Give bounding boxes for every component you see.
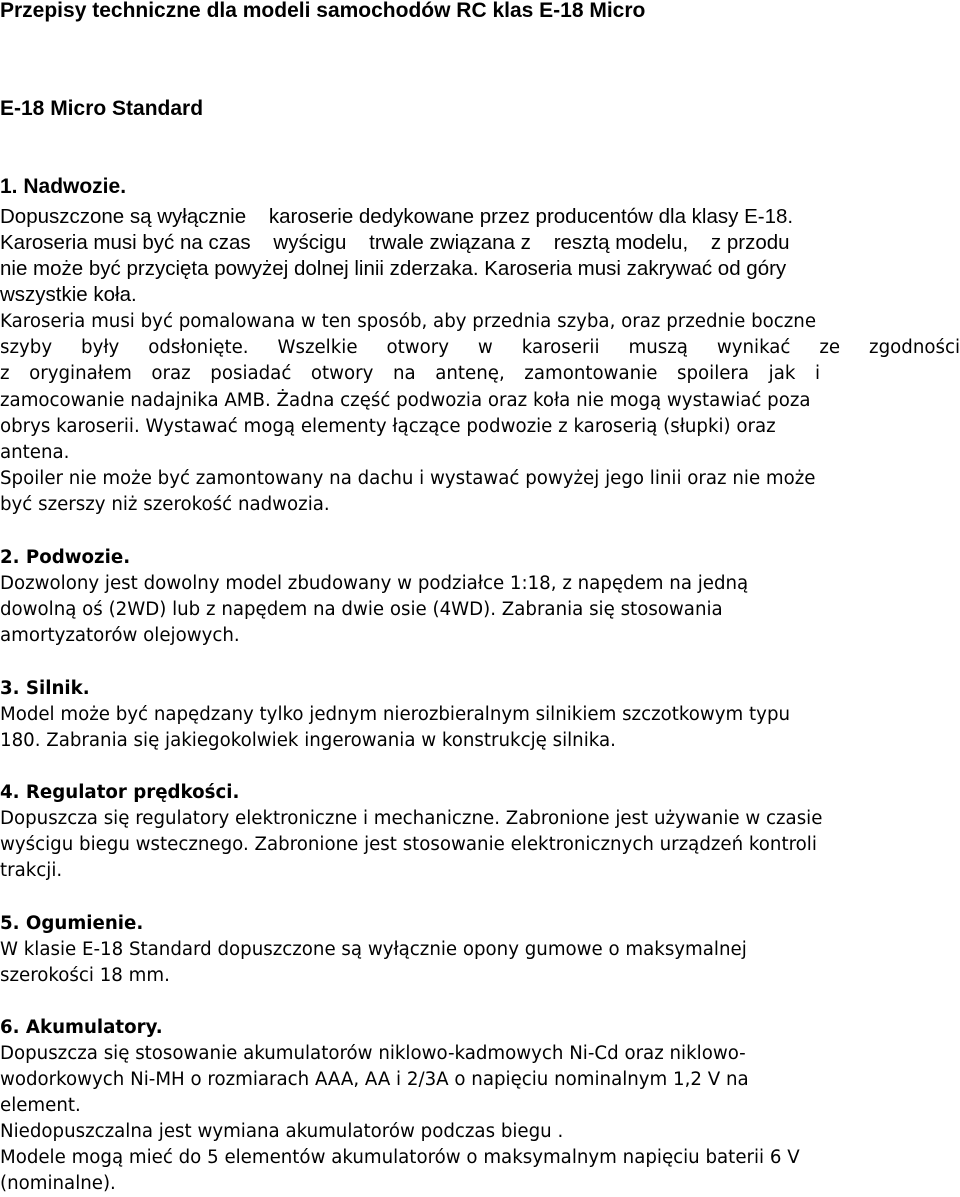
section-heading-silnik: 3. Silnik.	[0, 678, 90, 699]
paragraph-akumulatory-2: Niedopuszczalna jest wymiana akumulatorów podczas biegu .	[0, 1121, 564, 1142]
paragraph-nadwozie-2: Karoseria musi być pomalowana w ten sposób, aby przednia szyba, oraz przednie boczne szyby były odsłonięte. Wszelkie otwory w karoserii muszą wynikać ze zgodności z oryginałem oraz posiadać otwory na antenę, zamontowanie spoilera jak i zamocowanie nadajnika AMB. Żadna część podwozia oraz koła nie mogą wystawiać poza obrys karoserii. Wystawać mogą elementy łączące podwozie z karoserią (słupki) oraz antena.	[0, 311, 960, 464]
document-title: Przepisy techniczne dla modeli samochodów RC klas E-18 Micro	[0, 0, 646, 22]
paragraph-silnik: Model może być napędzany tylko jednym nierozbieralnym silnikiem szczotkowym typu 180. Zabrania się jakiegokolwiek ingerowania w konstrukcję silnika.	[0, 704, 791, 752]
paragraph-akumulatory-3: Modele mogą mieć do 5 elementów akumulatorów o maksymalnym napięciu baterii 6 V (nominalne).	[0, 1147, 800, 1195]
section-heading-podwozie: 2. Podwozie.	[0, 547, 131, 568]
paragraph-regulator: Dopuszcza się regulatory elektroniczne i mechaniczne. Zabronione jest używanie w czasie wyścigu biegu wstecznego. Zabronione jest stosowanie elektronicznych urządzeń kontroli trakcji.	[0, 808, 823, 882]
section-heading-nadwozie: 1. Nadwozie.	[0, 175, 127, 198]
document-subtitle: E-18 Micro Standard	[0, 97, 204, 120]
paragraph-ogumienie: W klasie E-18 Standard dopuszczone są wyłącznie opony gumowe o maksymalnej szerokości 18 mm.	[0, 939, 747, 987]
section-heading-ogumienie: 5. Ogumienie.	[0, 913, 144, 934]
section-heading-akumulatory: 6. Akumulatory.	[0, 1017, 163, 1038]
paragraph-akumulatory-1: Dopuszcza się stosowanie akumulatorów niklowo-kadmowych Ni-Cd oraz niklowo- wodorkowych Ni-MH o rozmiarach AAA, AA i 2/3A o napięciu nominalnym 1,2 V na element.	[0, 1043, 749, 1117]
paragraph-nadwozie-1: Dopuszczone są wyłącznie karoserie dedykowane przez producentów dla klasy E-18. Karoseria musi być na czas wyścigu trwale związana z resztą modelu, z przodu nie może być przycięta powyżej dolnej linii zderzaka. Karoseria musi zakrywać od góry wszystkie koła.	[0, 205, 794, 306]
section-heading-regulator: 4. Regulator prędkości.	[0, 782, 240, 803]
paragraph-podwozie: Dozwolony jest dowolny model zbudowany w podziałce 1:18, z napędem na jedną dowolną oś (2WD) lub z napędem na dwie osie (4WD). Zabrania się stosowania amortyzatorów olejowych.	[0, 573, 749, 647]
paragraph-nadwozie-3: Spoiler nie może być zamontowany na dachu i wystawać powyżej jego linii oraz nie może być szerszy niż szerokość nadwozia.	[0, 468, 816, 516]
